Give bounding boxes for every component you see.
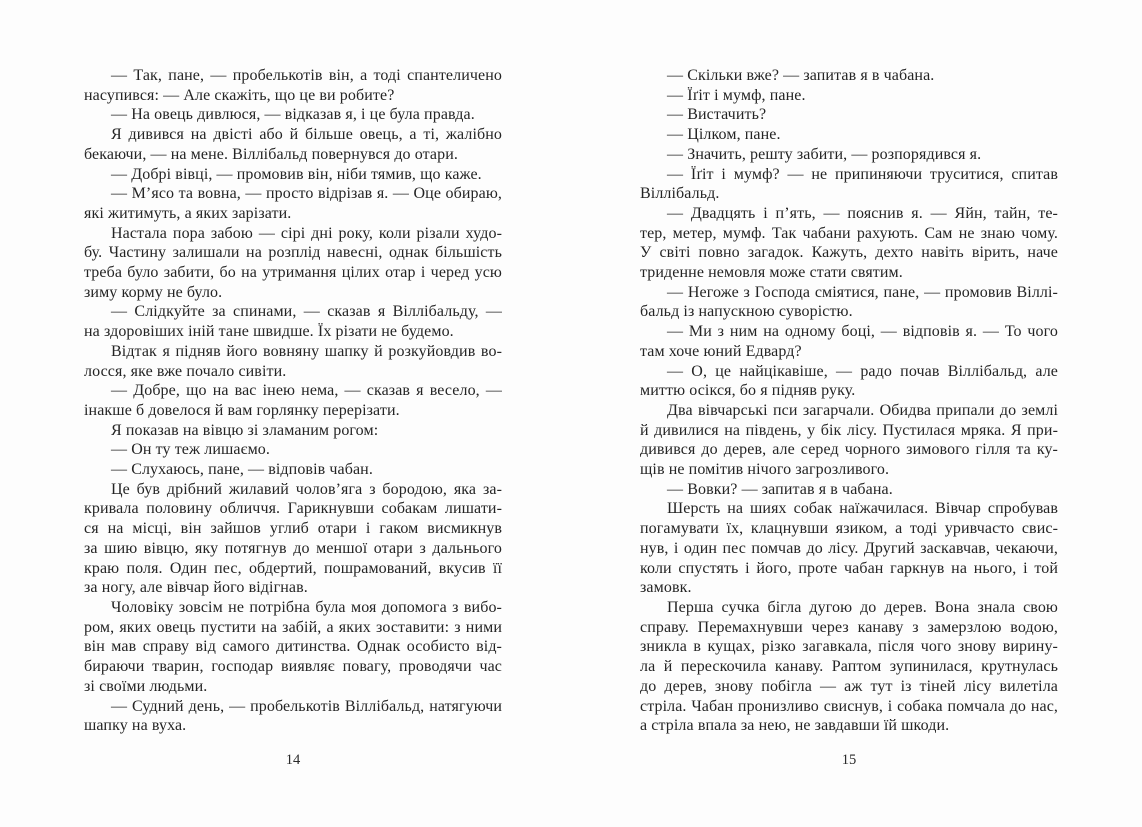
text-line: до дерев, знову побігла — аж тут із тіней лісу вилетіла	[640, 677, 1058, 695]
paragraph	[84, 302, 502, 341]
text-line: шапку на вуха.	[84, 717, 187, 735]
text-line: Відтак я підняв його вовняну шапку й розкуйовдив во-	[111, 342, 502, 360]
paragraph	[84, 125, 502, 164]
paragraph	[640, 362, 1058, 401]
text-line: — Негоже з Господа сміятися, пане, — промовив Віллі-	[667, 283, 1058, 301]
paragraph	[84, 440, 502, 460]
text-line: насупився: — Але скажіть, що це ви робите?	[84, 86, 395, 104]
text-line: Перша сучка бігла дугою до дерев. Вона знала свою	[667, 598, 1058, 616]
paragraph	[84, 66, 502, 105]
text-line: Я показав на вівцю зі зламаним рогом:	[111, 421, 379, 439]
paragraph	[640, 105, 1058, 125]
text-line: дивився до дерев, але серед чорного зимового гілля та ку-	[640, 441, 1058, 459]
text-line: ром, яких овець пустити на забій, а яких зоставити: з ними	[84, 618, 502, 636]
text-line: — Судний день, — пробелькотів Віллібальд, натягуючи	[111, 697, 502, 715]
text-line: краю поля. Один пес, обдертий, пошрамований, вкусив її	[84, 559, 502, 577]
text-line: бу. Частину залишали на розплід навесні, однак більшість	[84, 244, 502, 262]
text-line: — Он ту теж лишаємо.	[111, 441, 271, 459]
text-line: — Так, пане, — пробелькотів він, а тоді спантеличено	[111, 67, 502, 84]
text-line: справу. Перемахнувши через канаву з замерзлою водою,	[640, 618, 1058, 636]
paragraph	[84, 421, 502, 441]
text-line: триденне немовля може стати святим.	[640, 264, 903, 282]
paragraph	[640, 401, 1058, 480]
text-line: — Їґіт і мумф, пане.	[667, 86, 806, 104]
text-line: ла й перескочила канаву. Раптом зупинилася, крутнулась	[640, 658, 1058, 676]
text-line: У світі повно загадок. Кажуть, дехто навіть вірить, наче	[640, 244, 1058, 262]
text-line: бираючи тварин, господар виявляє повагу, проводячи час	[84, 658, 502, 676]
text-line: — Слухаюсь, пане, — відповів чабан.	[111, 461, 373, 479]
text-line: — Цілком, пане.	[667, 126, 781, 144]
text-line: Я дивився на двісті або й більше овець, а ті, жалібно	[111, 126, 502, 144]
text-line: Два вівчарські пси загарчали. Обидва припали до землі	[667, 401, 1058, 419]
paragraph	[84, 342, 502, 381]
paragraph	[84, 165, 502, 185]
text-line: за ногу, але вівчар його відігнав.	[84, 579, 308, 597]
text-line: там хоче юний Едвард?	[640, 342, 802, 360]
paragraph	[84, 224, 502, 303]
text-line: зникла в кущах, різко загавкала, після чого знову вирину-	[640, 638, 1058, 656]
text-line: тер, метер, мумф. Так чабани рахують. Сам не знаю чому.	[640, 224, 1058, 242]
text-line: погамувати їх, клацнувши язиком, а тоді уривчасто свис-	[640, 520, 1058, 538]
paragraph	[640, 322, 1058, 361]
text-line: — Ми з ним на одному боці, — відповів я. — То чого	[667, 323, 1058, 341]
text-line: — Слідкуйте за спинами, — сказав я Віллібальду, —	[111, 303, 502, 321]
text-line: Чоловіку зовсім не потрібна була моя допомога з вибо-	[111, 598, 502, 616]
text-line: — Скільки вже? — запитав я в чабана.	[667, 67, 935, 84]
text-line: замовк.	[640, 579, 692, 597]
paragraph	[640, 598, 1058, 736]
paragraph	[640, 86, 1058, 106]
text-line: щів не помітив нічого загрозливого.	[640, 461, 890, 479]
text-line: він мав справу від самого дитинства. Однак особисто від-	[84, 638, 502, 656]
text-line: треба було забити, бо на утримання цілих отар і черед усю	[84, 264, 502, 282]
text-line: — Значить, решту забити, — розпорядився я.	[667, 145, 982, 163]
text-line: — Добре, що на вас інею нема, — сказав я весело, —	[111, 382, 502, 400]
text-line: Це був дрібний жилавий чолов’яга з бородою, яка за-	[111, 480, 502, 498]
text-line: зиму корму не було.	[84, 283, 223, 301]
paragraph	[640, 283, 1058, 322]
text-line: — М’ясо та вовна, — просто відрізав я. — Оце обираю,	[111, 185, 502, 203]
text-line: — На овець дивлюся, — відказав я, і це була правда.	[111, 106, 475, 124]
text-line: Настала пора забою — сірі дні року, коли різали худо-	[111, 224, 502, 242]
text-line: — О, це найцікавіше, — радо почав Віллібальд, але	[667, 362, 1058, 380]
paragraph	[84, 381, 502, 420]
text-line: коли спустять і його, проте чабан гаркнув на нього, і той	[640, 559, 1058, 577]
text-line: Шерсть на шиях собак наїжачилася. Вівчар спробував	[667, 500, 1058, 518]
paragraph	[640, 480, 1058, 500]
paragraph	[84, 697, 502, 736]
paragraph	[640, 145, 1058, 165]
text-line: які житимуть, а яких зарізати.	[84, 204, 292, 222]
text-line: — Їґіт і мумф? — не припиняючи труситися, спитав	[667, 165, 1058, 183]
text-line: кривала половину обличчя. Гарикнувши собакам лишати-	[84, 500, 502, 518]
paragraph	[84, 184, 502, 223]
text-line: Віллібальд.	[640, 185, 720, 203]
text-line: нув, і один пес помчав до лісу. Другий заскавчав, чекаючи,	[640, 539, 1058, 557]
paragraph	[640, 165, 1058, 204]
page-left-text-block	[84, 66, 502, 736]
text-line: стріла. Чабан пронизливо свиснув, і собака помчала до нас,	[640, 697, 1058, 715]
paragraph	[84, 598, 502, 697]
paragraph	[84, 105, 502, 125]
page-right-number: 15	[841, 752, 857, 768]
paragraph	[640, 125, 1058, 145]
text-line: зі своїми людьми.	[84, 677, 208, 695]
page-right-text-block	[640, 66, 1058, 736]
text-line: за шию вівцю, яку потягнув до меншої отари з дальнього	[84, 539, 502, 557]
text-line: — Двадцять і п’ять, — пояснив я. — Яйн, тайн, те-	[667, 204, 1058, 222]
text-line: — Вовки? — запитав я в чабана.	[667, 480, 893, 498]
page-left-number: 14	[285, 752, 301, 768]
text-line: бальд із напускною суворістю.	[640, 303, 853, 321]
text-line: лосся, яке вже почало сивіти.	[84, 362, 287, 380]
text-line: — Вистачить?	[667, 106, 767, 124]
paragraph	[640, 66, 1058, 86]
text-line: на здоровіших іній тане швидше. Їх різати не будемо.	[84, 323, 454, 341]
text-line: бекаючи, — на мене. Віллібальд повернувся до отари.	[84, 145, 458, 163]
paragraph	[84, 480, 502, 598]
text-line: а стріла впала за нею, не завдавши їй шкоди.	[640, 717, 950, 735]
text-line: миттю осікся, бо я підняв руку.	[640, 382, 856, 400]
paragraph	[640, 204, 1058, 283]
text-line: інакше б довелося й вам горлянку перерізати.	[84, 401, 400, 419]
text-line: — Добрі вівці, — промовив він, ніби тямив, що каже.	[111, 165, 482, 183]
text-line: й дивилися на південь, у бік лісу. Пустилася мряка. Я при-	[640, 421, 1058, 439]
text-line: ся на місці, він зайшов углиб отари і гаком висмикнув	[84, 520, 502, 538]
paragraph	[640, 499, 1058, 598]
paragraph	[84, 460, 502, 480]
